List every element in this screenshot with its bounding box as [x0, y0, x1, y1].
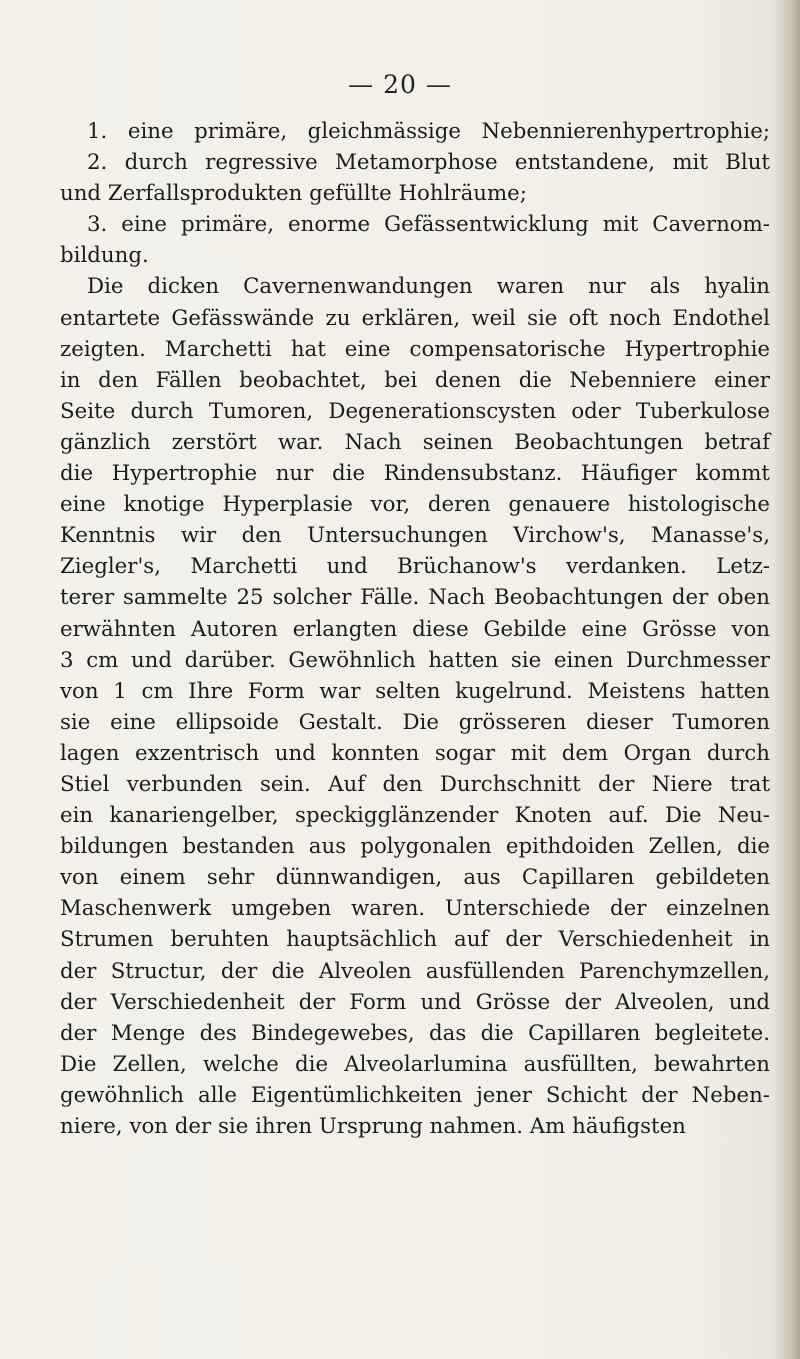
text-line: bildungen bestanden aus polygonalen epithdoiden Zellen, die [60, 834, 770, 860]
text-line: sie eine ellipsoide Gestalt. Die grösseren dieser Tumoren [60, 709, 770, 735]
text-line: in den Fällen beobachtet, bei denen die Nebenniere einer [60, 367, 770, 393]
text-line: ein kanariengelber, speckigglänzender Knoten auf. Die Neu- [60, 803, 770, 829]
text-line: Strumen beruhten hauptsächlich auf der Verschiedenheit in [60, 927, 770, 953]
text-line: der Menge des Bindegewebes, das die Capillaren begleitete. [60, 1020, 770, 1046]
text-line: erwähnten Autoren erlangten diese Gebilde eine Grösse von [60, 616, 770, 642]
text-line: der Structur, der die Alveolen ausfüllenden Parenchymzellen, [60, 958, 770, 984]
text-line: Maschenwerk umgeben waren. Unterschiede der einzelnen [60, 896, 770, 922]
text-line: Die dicken Cavernenwandungen waren nur als hyalin [87, 274, 770, 300]
text-line: 1. eine primäre, gleichmässige Nebennierenhypertrophie; [87, 119, 770, 144]
text-line: bildung. [60, 243, 149, 269]
page-edge-shadow [774, 0, 800, 1359]
text-line: Ziegler's, Marchetti und Brüchanow's verdanken. Letz- [60, 554, 770, 580]
text-line: von einem sehr dünnwandigen, aus Capillaren gebildeten [60, 865, 770, 891]
body-text [60, 116, 770, 1142]
text-line: der Verschiedenheit der Form und Grösse der Alveolen, und [60, 989, 770, 1015]
text-line: 3. eine primäre, enorme Gefässentwicklung mit Cavernom- [87, 212, 770, 238]
text-line: von 1 cm Ihre Form war selten kugelrund. Meistens hatten [60, 678, 770, 704]
text-line: und Zerfallsprodukten gefüllte Hohlräume; [60, 181, 527, 207]
text-line: Kenntnis wir den Untersuchungen Virchow's, Manasse's, [60, 523, 770, 549]
text-line: Stiel verbunden sein. Auf den Durchschnitt der Niere trat [60, 771, 770, 797]
text-line: niere, von der sie ihren Ursprung nahmen. Am häufigsten [60, 1114, 686, 1139]
text-line: gänzlich zerstört war. Nach seinen Beobachtungen betraf [60, 429, 770, 455]
text-line: entartete Gefässwände zu erklären, weil sie oft noch Endothel [60, 305, 770, 331]
text-line: zeigten. Marchetti hat eine compensatorische Hypertrophie [60, 336, 770, 362]
text-line: Die Zellen, welche die Alveolarlumina ausfüllten, bewahrten [60, 1051, 770, 1077]
text-line: 3 cm und darüber. Gewöhnlich hatten sie einen Durchmesser [60, 647, 770, 673]
page-number: — 20 — [348, 70, 452, 99]
text-line: gewöhnlich alle Eigentümlichkeiten jener Schicht der Neben- [60, 1082, 770, 1108]
text-line: lagen exzentrisch und konnten sogar mit dem Organ durch [60, 740, 770, 766]
text-line: eine knotige Hyperplasie vor, deren genauere histologische [60, 492, 770, 518]
text-line: Seite durch Tumoren, Degenerationscysten oder Tuberkulose [60, 398, 770, 424]
text-line: 2. durch regressive Metamorphose entstandene, mit Blut [87, 150, 770, 176]
text-line: terer sammelte 25 solcher Fälle. Nach Beobachtungen der oben [60, 585, 770, 611]
text-line: die Hypertrophie nur die Rindensubstanz. Häufiger kommt [60, 461, 770, 487]
